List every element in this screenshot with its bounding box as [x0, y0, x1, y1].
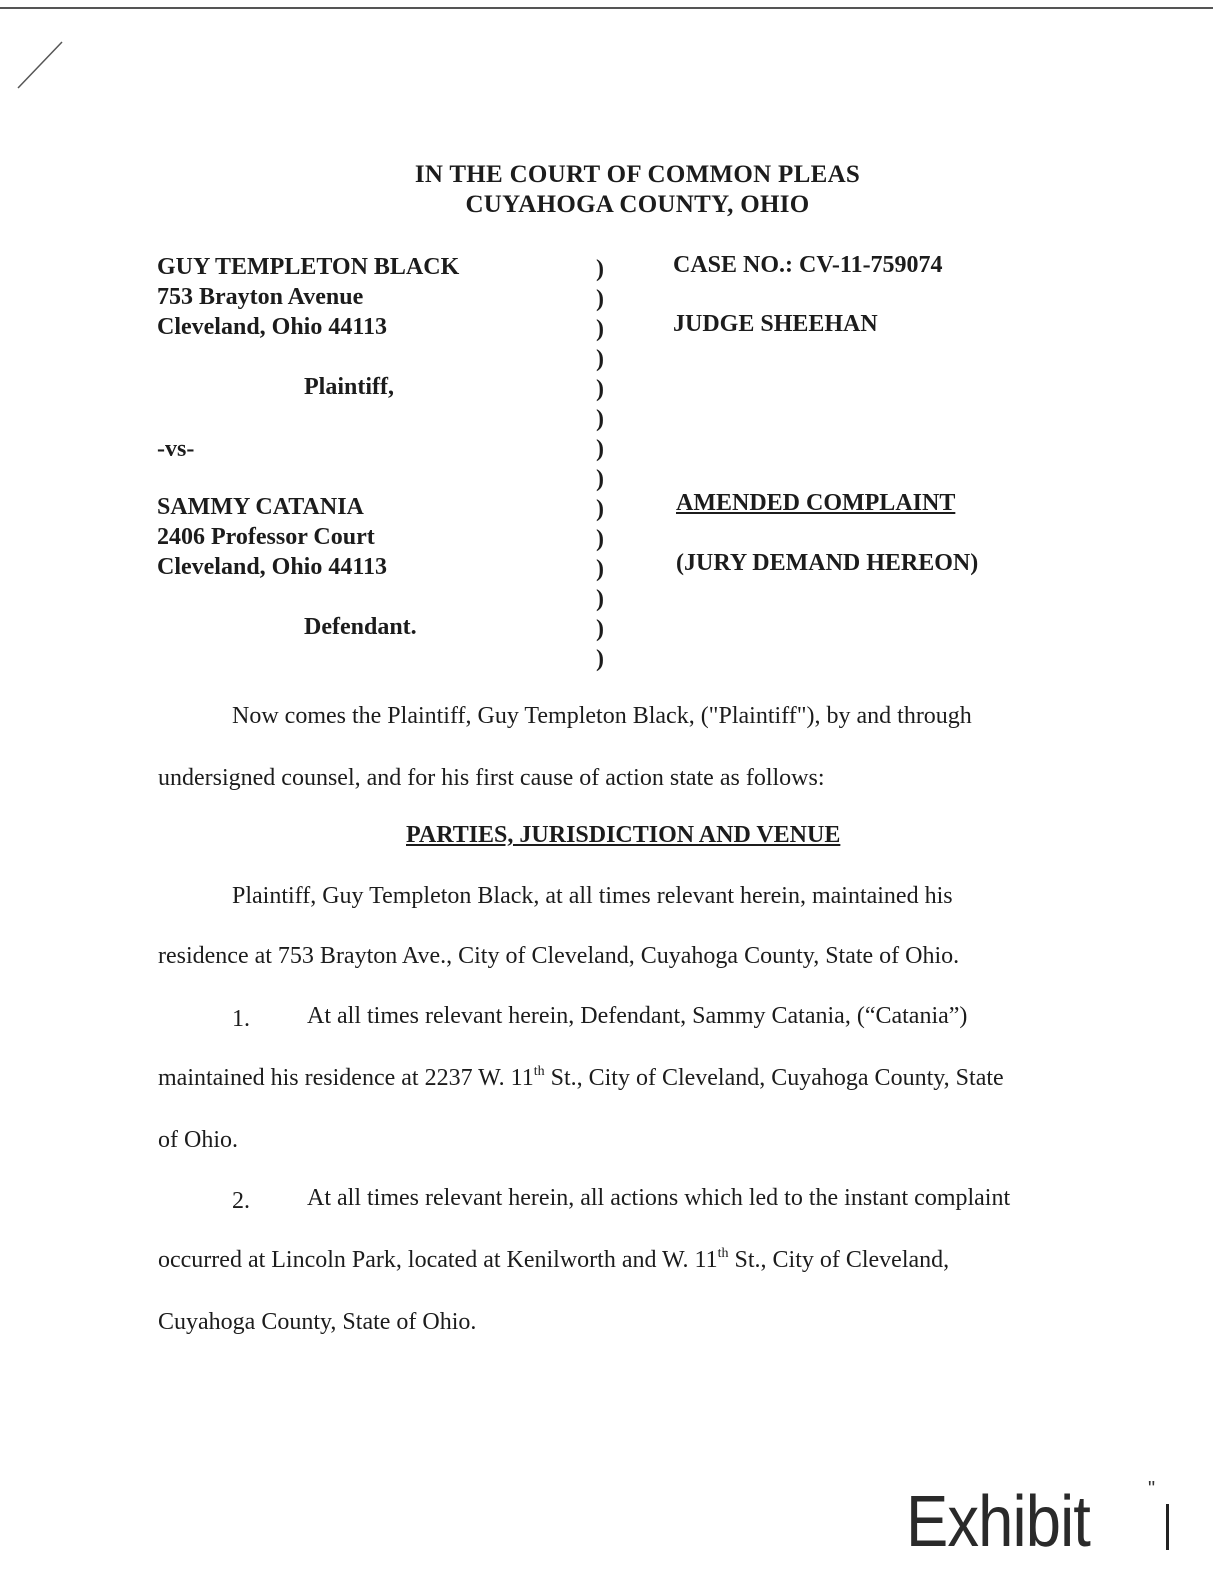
plaintiff-address-2: Cleveland, Ohio 44113: [157, 314, 388, 340]
paren: ): [596, 256, 604, 282]
defendant-role: Defendant.: [304, 614, 417, 640]
court-name: IN THE COURT OF COMMON PLEAS: [414, 161, 861, 188]
case-number: CASE NO.: CV-11-759074: [673, 252, 943, 278]
exhibit-stamp: Exhibit: [906, 1482, 1091, 1562]
para0-line-2: residence at 753 Brayton Ave., City of Cleveland, Cuyahoga County, State of Ohio.: [158, 943, 960, 969]
jury-demand: (JURY DEMAND HEREON): [676, 550, 979, 576]
paren: ): [596, 376, 604, 402]
para0-line-1: Plaintiff, Guy Templeton Black, at all times relevant herein, maintained his: [232, 883, 953, 909]
paren: ): [596, 646, 604, 672]
judge-name: JUDGE SHEEHAN: [673, 311, 878, 337]
para1-line-2-rest: St., City of Cleveland, Cuyahoga County, State: [544, 1065, 1004, 1091]
paren: ): [596, 496, 604, 522]
ordinal-suffix: th: [533, 1064, 545, 1079]
paren: ): [596, 316, 604, 342]
para1-line-3: of Ohio.: [158, 1127, 238, 1153]
paren: ): [596, 556, 604, 582]
paren: ): [596, 346, 604, 372]
para1-line-1: At all times relevant herein, Defendant, Sammy Catania, (“Catania”): [307, 1003, 968, 1029]
exhibit-quote-mark: ": [1148, 1478, 1156, 1500]
para2-line-2: [158, 1247, 949, 1274]
ordinal-suffix: th: [717, 1246, 729, 1261]
caption-parentheses: [596, 254, 616, 674]
para1-line-2-text: maintained his residence at 2237 W. 11: [158, 1065, 534, 1091]
plaintiff-role: Plaintiff,: [304, 374, 394, 400]
para2-line-1: At all times relevant herein, all actions which led to the instant complaint: [307, 1185, 1011, 1211]
para2-number: 2.: [232, 1188, 250, 1214]
court-county: CUYAHOGA COUNTY, OHIO: [465, 191, 810, 218]
defendant-name: SAMMY CATANIA: [157, 494, 364, 520]
intro-line-2: undersigned counsel, and for his first cause of action state as follows:: [158, 765, 825, 791]
document-title: AMENDED COMPLAINT: [676, 490, 956, 516]
section-heading: PARTIES, JURISDICTION AND VENUE: [406, 822, 841, 848]
para2-line-3: Cuyahoga County, State of Ohio.: [158, 1309, 477, 1335]
intro-line-1: Now comes the Plaintiff, Guy Templeton Black, ("Plaintiff"), by and through: [232, 703, 972, 729]
defendant-address-1: 2406 Professor Court: [157, 524, 375, 550]
court-header: [0, 160, 1213, 220]
scan-top-edge: [0, 7, 1213, 9]
paren: ): [596, 466, 604, 492]
paren: ): [596, 526, 604, 552]
para2-line-2-text: occurred at Lincoln Park, located at Kenilworth and W. 11: [158, 1247, 718, 1273]
plaintiff-address-1: 753 Brayton Avenue: [157, 284, 364, 310]
para1-line-2: [158, 1065, 1004, 1092]
paren: ): [596, 286, 604, 312]
paren: ): [596, 406, 604, 432]
plaintiff-name: GUY TEMPLETON BLACK: [157, 254, 460, 280]
defendant-address-2: Cleveland, Ohio 44113: [157, 554, 388, 580]
para1-number: 1.: [232, 1006, 250, 1032]
para2-line-2-rest: St., City of Cleveland,: [728, 1247, 950, 1273]
exhibit-number-mark: [1166, 1504, 1169, 1550]
pen-stroke-mark: [14, 36, 74, 96]
paren: ): [596, 586, 604, 612]
versus-label: -vs-: [157, 436, 195, 462]
paren: ): [596, 616, 604, 642]
paren: ): [596, 436, 604, 462]
